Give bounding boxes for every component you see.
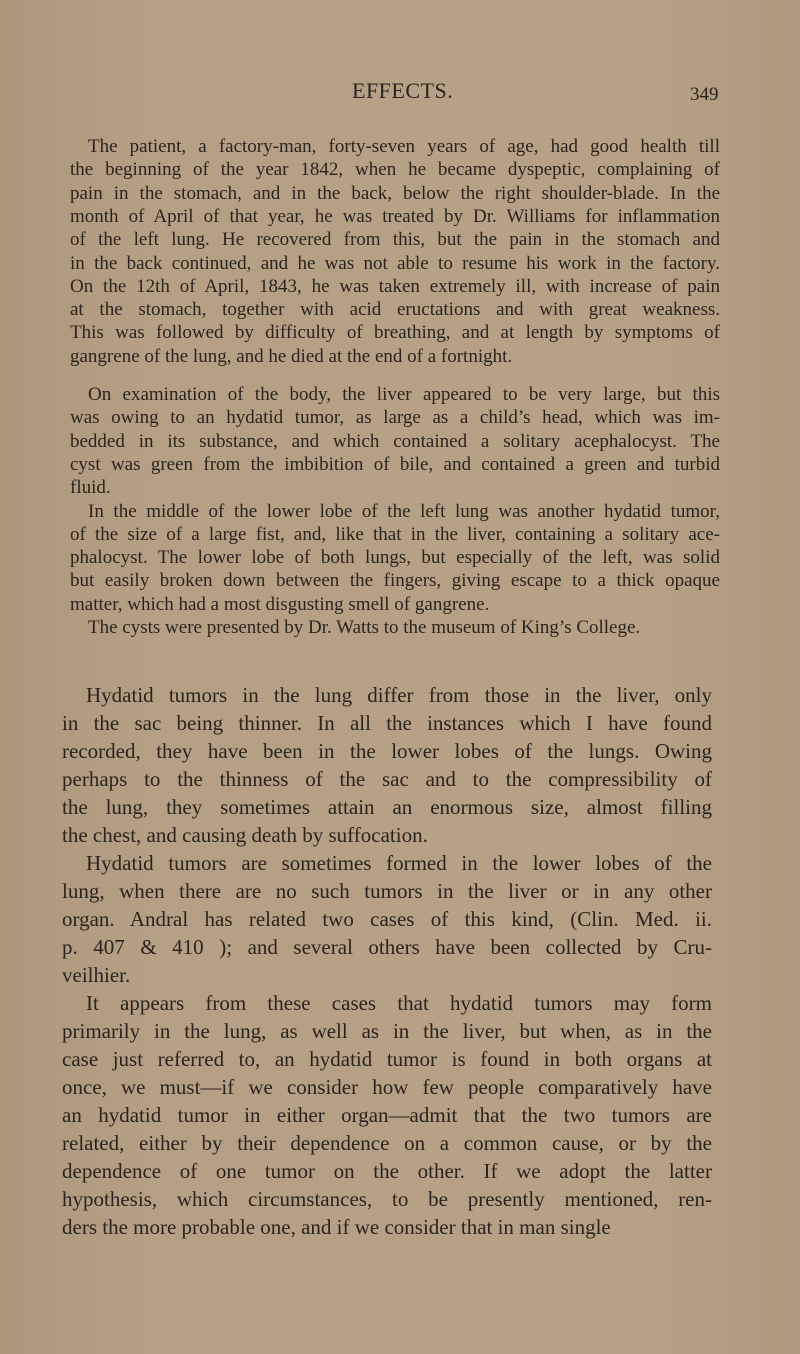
text-line: the beginning of the year 1842, when he became dyspeptic, complaining of [70, 159, 720, 181]
text-line: bedded in its substance, and which contained a solitary acephalocyst. The [70, 430, 720, 452]
text-line: related, either by their dependence on a common cause, or by the [62, 1131, 712, 1155]
text-line: hypothesis, which circumstances, to be presently mentioned, ren- [62, 1187, 712, 1211]
text-line: Hydatid tumors in the lung differ from those in the liver, only [86, 683, 712, 707]
text-line: was owing to an hydatid tumor, as large as a child’s head, which was im- [70, 407, 720, 429]
running-head: EFFECTS. [352, 78, 454, 103]
text-line: perhaps to the thinness of the sac and to the compressibility of [62, 767, 712, 791]
text-line: gangrene of the lung, and he died at the end of a fortnight. [70, 345, 513, 367]
text-line: at the stomach, together with acid eructations and with great weakness. [70, 299, 720, 321]
text-line: once, we must—if we consider how few people comparatively have [62, 1075, 712, 1099]
text-line: It appears from these cases that hydatid tumors may form [86, 991, 712, 1015]
page-number: 349 [690, 84, 719, 105]
text-line: primarily in the lung, as well as in the liver, but when, as in the [62, 1019, 712, 1043]
text-line: recorded, they have been in the lower lobes of the lungs. Owing [62, 739, 712, 763]
text-line: case just referred to, an hydatid tumor is found in both organs at [62, 1047, 712, 1071]
text-line: On examination of the body, the liver appeared to be very large, but this [88, 384, 720, 405]
text-line: month of April of that year, he was treated by Dr. Williams for inflammation [70, 205, 720, 227]
text-line: The cysts were presented by Dr. Watts to the museum of King’s College. [88, 617, 641, 638]
text-line: in the back continued, and he was not able to resume his work in the factory. [70, 252, 720, 274]
text-line: dependence of one tumor on the other. If we adopt the latter [62, 1159, 712, 1183]
text-line: In the middle of the lower lobe of the left lung was another hydatid tumor, [88, 500, 720, 522]
text-line: of the size of a large fist, and, like that in the liver, containing a solitary ace- [70, 523, 720, 545]
text-line: pain in the stomach, and in the back, below the right shoulder-blade. In the [70, 182, 720, 204]
text-line: cyst was green from the imbibition of bile, and contained a green and turbid [70, 453, 720, 475]
text-line: On the 12th of April, 1843, he was taken extremely ill, with increase of pain [70, 275, 720, 297]
text-line: organ. Andral has related two cases of this kind, (Clin. Med. ii. [62, 907, 712, 931]
text-line: in the sac being thinner. In all the instances which I have found [62, 711, 712, 735]
text-line: but easily broken down between the fingers, giving escape to a thick opaque [70, 570, 720, 592]
text-line: an hydatid tumor in either organ—admit that the two tumors are [62, 1103, 712, 1127]
text-line: fluid. [70, 477, 111, 499]
text-line: lung, when there are no such tumors in the liver or in any other [62, 879, 712, 903]
text-line: matter, which had a most disgusting smell of gangrene. [70, 593, 490, 615]
text-line: Hydatid tumors are sometimes formed in the lower lobes of the [86, 851, 712, 875]
text-line: the lung, they sometimes attain an enormous size, almost filling [62, 795, 712, 819]
text-line: This was followed by difficulty of breathing, and at length by symptoms of [70, 322, 720, 344]
text-line: The patient, a factory-man, forty-seven years of age, had good health till [88, 136, 720, 157]
text-line: of the left lung. He recovered from this, but the pain in the stomach and [70, 229, 720, 251]
text-line: phalocyst. The lower lobe of both lungs, but especially of the left, was solid [70, 547, 720, 569]
text-line: the chest, and causing death by suffocation. [62, 823, 428, 847]
text-line: veilhier. [62, 963, 131, 987]
text-line: ders the more probable one, and if we consider that in man single [62, 1215, 611, 1239]
text-line: p. 407 & 410 ); and several others have been collected by Cru- [62, 935, 712, 959]
